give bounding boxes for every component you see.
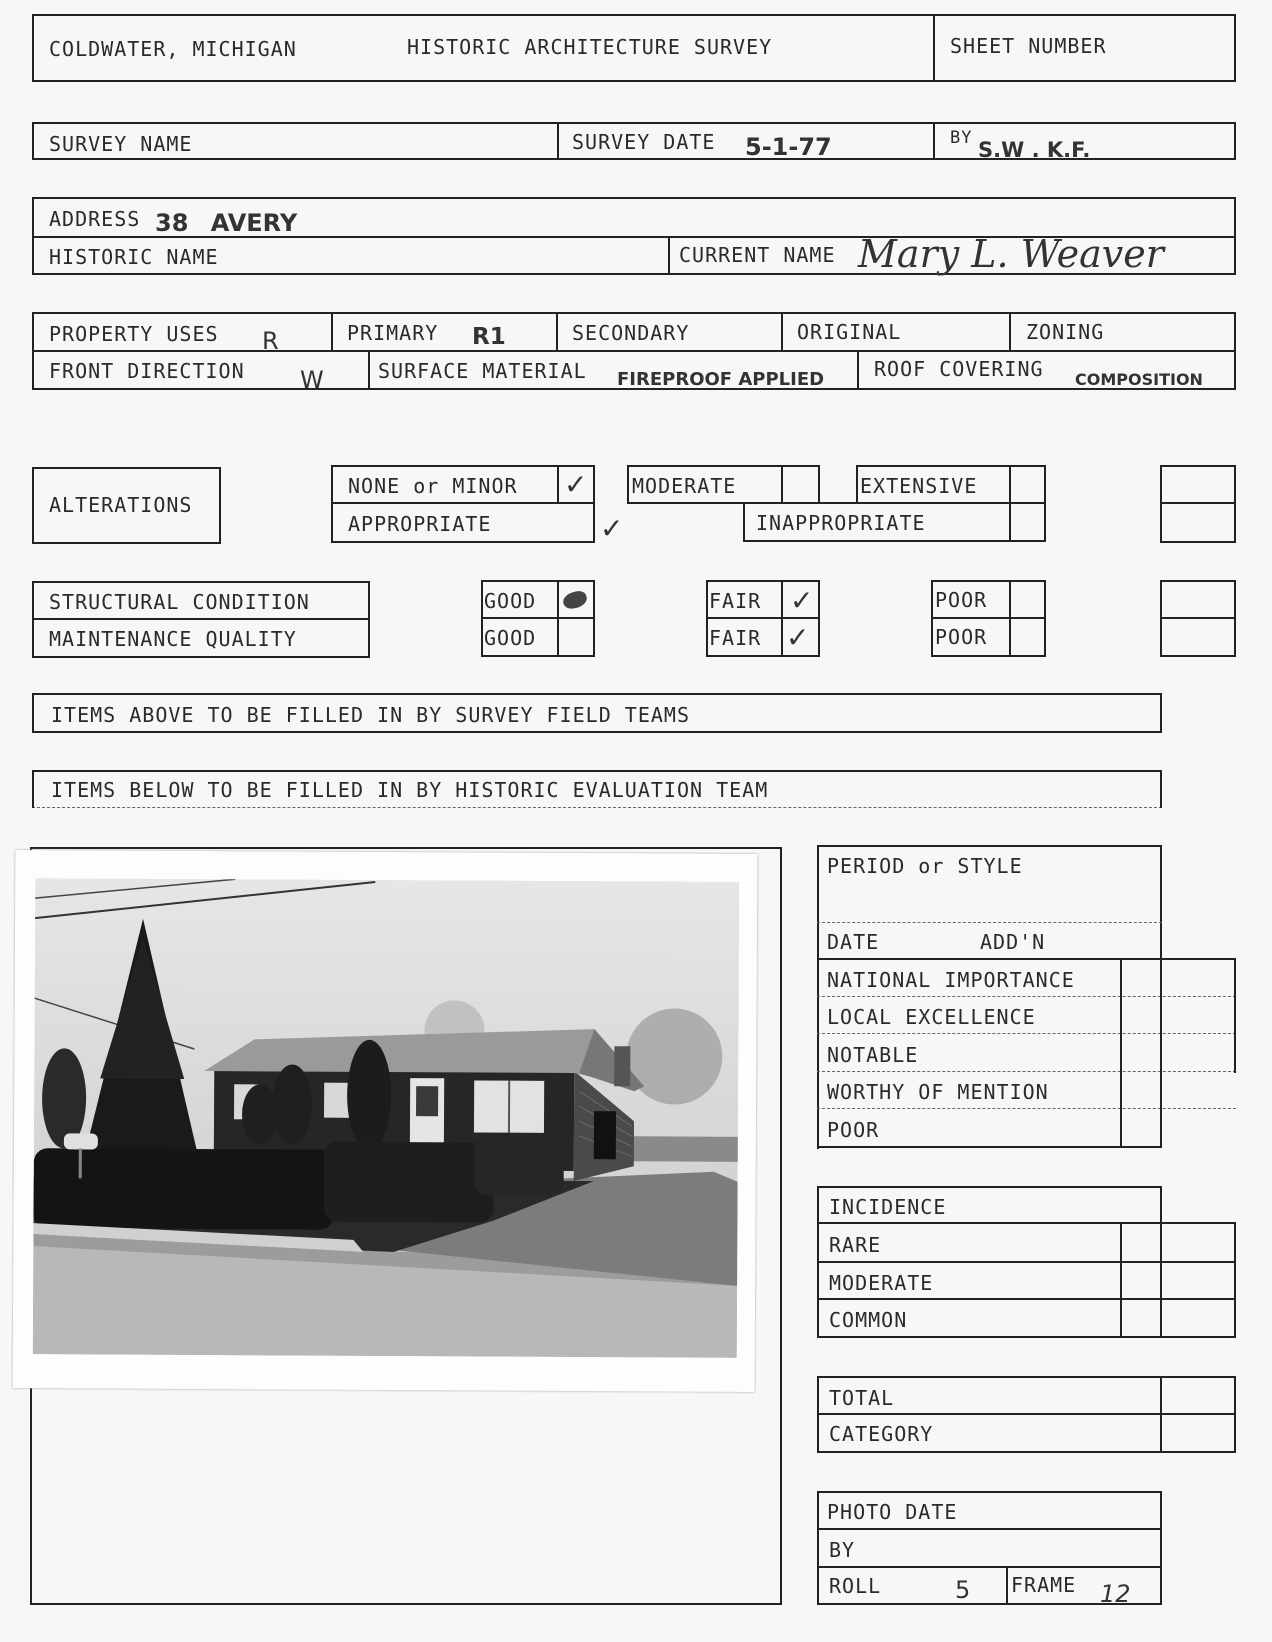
front-direction-label: FRONT DIRECTION bbox=[49, 359, 245, 383]
surface-divider bbox=[368, 350, 370, 390]
frame-label: FRAME bbox=[1011, 1573, 1077, 1597]
imp-row1-top bbox=[817, 958, 1236, 960]
property-uses-value[interactable]: R bbox=[262, 327, 279, 355]
alterations-score-mid bbox=[1160, 502, 1236, 504]
roof-covering-value[interactable]: COMPOSITION bbox=[1075, 370, 1203, 389]
note-below-text: ITEMS BELOW TO BE FILLED IN BY HISTORIC EVALUATION TEAM bbox=[51, 778, 769, 802]
note-above-top bbox=[32, 693, 1162, 695]
survey-by-value[interactable]: S.W . K.F. bbox=[978, 138, 1091, 162]
good-check-div bbox=[557, 580, 559, 657]
note-below-right bbox=[1160, 770, 1162, 808]
roll-label: ROLL bbox=[829, 1574, 882, 1598]
moderate-check-div bbox=[781, 465, 783, 503]
property-uses-label: PROPERTY USES bbox=[49, 322, 219, 346]
note-above-left bbox=[32, 693, 34, 733]
incidence-right bbox=[1234, 1222, 1236, 1338]
maintenance-fair-label: FAIR bbox=[709, 626, 762, 650]
fair-mid bbox=[706, 617, 820, 619]
total-score-div bbox=[1160, 1376, 1162, 1453]
current-name-divider bbox=[668, 236, 670, 275]
incidence-row3 bbox=[817, 1298, 1236, 1300]
note-above-right bbox=[1160, 693, 1162, 733]
moderate-right bbox=[818, 465, 820, 503]
roof-divider bbox=[857, 350, 859, 390]
good-mid bbox=[481, 617, 595, 619]
note-below-bottom bbox=[32, 807, 1162, 808]
inappropriate-check-div bbox=[1009, 502, 1011, 542]
common-label[interactable]: COMMON bbox=[829, 1308, 908, 1332]
none-minor-check[interactable]: ✓ bbox=[564, 468, 588, 501]
imp-row2-top bbox=[817, 996, 1236, 997]
note-below-top bbox=[32, 770, 1162, 772]
survey-date-label: SURVEY DATE bbox=[572, 130, 716, 154]
current-name-label: CURRENT NAME bbox=[679, 243, 836, 267]
photo-date-label[interactable]: PHOTO DATE bbox=[827, 1500, 958, 1524]
primary-label: PRIMARY bbox=[347, 321, 439, 345]
roof-covering-label: ROOF COVERING bbox=[874, 357, 1044, 381]
structural-poor-label: POOR bbox=[935, 588, 988, 612]
primary-value[interactable]: R1 bbox=[472, 324, 506, 350]
moderate-top bbox=[627, 465, 820, 467]
original-label[interactable]: ORIGINAL bbox=[797, 320, 902, 344]
frame-value[interactable]: 12 bbox=[1100, 1580, 1131, 1608]
survey-row-top bbox=[32, 122, 1236, 124]
incidence-row1 bbox=[817, 1222, 1236, 1224]
structural-fair-check[interactable]: ✓ bbox=[790, 584, 814, 617]
imp-row4-top bbox=[817, 1071, 1236, 1072]
none-minor-label: NONE or MINOR bbox=[348, 474, 518, 498]
imp-score-div2 bbox=[1160, 958, 1162, 1148]
survey-name-label[interactable]: SURVEY NAME bbox=[49, 132, 193, 156]
extensive-check-div bbox=[1009, 465, 1011, 503]
address-label: ADDRESS bbox=[49, 207, 141, 231]
city-label: COLDWATER, MICHIGAN bbox=[49, 37, 297, 61]
appropriate-check[interactable]: ✓ bbox=[600, 512, 624, 545]
note-above-text: ITEMS ABOVE TO BE FILLED IN BY SURVEY FIELD TEAMS bbox=[51, 703, 691, 727]
front-direction-value[interactable]: W bbox=[300, 366, 324, 394]
condition-label-mid bbox=[32, 618, 370, 620]
original-divider bbox=[781, 312, 783, 351]
photo-info-row1 bbox=[817, 1528, 1162, 1530]
secondary-divider bbox=[556, 312, 558, 351]
alterations-label: ALTERATIONS bbox=[49, 493, 193, 517]
moderate-incidence-label[interactable]: MODERATE bbox=[829, 1271, 934, 1295]
alterations-grid-mid bbox=[331, 502, 595, 504]
header-divider bbox=[933, 14, 935, 82]
incidence-label: INCIDENCE bbox=[829, 1195, 947, 1219]
imp-row3-top bbox=[817, 1033, 1236, 1034]
note-below-left bbox=[32, 770, 34, 808]
survey-row-div2 bbox=[933, 122, 935, 160]
zoning-label[interactable]: ZONING bbox=[1026, 320, 1105, 344]
fair-check-div bbox=[781, 580, 783, 657]
structural-fair-label: FAIR bbox=[709, 589, 762, 613]
inappropriate-label: INAPPROPRIATE bbox=[756, 511, 926, 535]
addn-label[interactable]: ADD'N bbox=[980, 930, 1046, 954]
period-style-label[interactable]: PERIOD or STYLE bbox=[827, 854, 1023, 878]
incidence-row2 bbox=[817, 1261, 1236, 1263]
poor-check-div bbox=[1009, 580, 1011, 657]
total-mid bbox=[817, 1413, 1236, 1415]
house-photo bbox=[13, 850, 758, 1392]
survey-row-div1 bbox=[557, 122, 559, 160]
secondary-label[interactable]: SECONDARY bbox=[572, 321, 690, 345]
incidence-score-div bbox=[1120, 1222, 1122, 1338]
poor-importance-label[interactable]: POOR bbox=[827, 1118, 880, 1142]
imp-bottom bbox=[817, 1146, 1162, 1148]
sheet-number-label[interactable]: SHEET NUMBER bbox=[950, 34, 1107, 58]
notable-label[interactable]: NOTABLE bbox=[827, 1043, 919, 1067]
category-label[interactable]: CATEGORY bbox=[829, 1422, 934, 1446]
poor-mid bbox=[931, 617, 1046, 619]
photo-info-row2 bbox=[817, 1566, 1162, 1568]
imp-right bbox=[1234, 958, 1236, 1073]
frame-divider bbox=[1006, 1566, 1008, 1605]
rare-label[interactable]: RARE bbox=[829, 1233, 882, 1257]
moderate-left bbox=[627, 465, 629, 503]
maintenance-good-label: GOOD bbox=[484, 626, 537, 650]
survey-by-label: BY bbox=[950, 128, 973, 148]
eval-top bbox=[817, 845, 1162, 847]
house-photo-image bbox=[33, 878, 739, 1358]
primary-divider bbox=[331, 312, 333, 351]
incidence-bottom-ext bbox=[1160, 1336, 1236, 1338]
eval-period-bottom bbox=[817, 922, 1162, 923]
form-title: HISTORIC ARCHITECTURE SURVEY bbox=[407, 35, 773, 59]
imp-row5-top bbox=[817, 1108, 1236, 1109]
eval-left bbox=[817, 845, 819, 1149]
address-value[interactable]: 38 AVERY bbox=[155, 209, 298, 237]
surface-material-label: SURFACE MATERIAL bbox=[378, 359, 587, 383]
property-row-divider bbox=[32, 350, 1236, 352]
extensive-label: EXTENSIVE bbox=[860, 474, 978, 498]
condition-score-mid bbox=[1160, 617, 1236, 619]
photo-by-label[interactable]: BY bbox=[829, 1538, 856, 1562]
structural-good-label: GOOD bbox=[484, 589, 537, 613]
roll-value[interactable]: 5 bbox=[955, 1576, 971, 1604]
zoning-divider bbox=[1009, 312, 1011, 351]
moderate-label: MODERATE bbox=[632, 474, 737, 498]
total-label[interactable]: TOTAL bbox=[829, 1386, 895, 1410]
imp-score-div bbox=[1120, 958, 1122, 1148]
survey-row-left bbox=[32, 122, 34, 160]
surface-material-value[interactable]: FIREPROOF APPLIED bbox=[617, 369, 825, 390]
survey-date-value[interactable]: 5-1-77 bbox=[745, 133, 832, 161]
none-minor-check-div bbox=[557, 465, 559, 503]
date-label[interactable]: DATE bbox=[827, 930, 880, 954]
maintenance-quality-label: MAINTENANCE QUALITY bbox=[49, 627, 297, 651]
alterations-score-box[interactable] bbox=[1160, 465, 1236, 543]
structural-condition-label: STRUCTURAL CONDITION bbox=[49, 590, 310, 614]
current-name-value[interactable]: Mary L. Weaver bbox=[858, 232, 1164, 276]
maintenance-fair-check[interactable]: ✓ bbox=[786, 621, 810, 654]
note-above-bottom bbox=[32, 731, 1162, 733]
eval-right bbox=[1160, 845, 1162, 960]
survey-row-right bbox=[1234, 122, 1236, 160]
worthy-of-mention-label[interactable]: WORTHY OF MENTION bbox=[827, 1080, 1049, 1104]
maintenance-poor-label: POOR bbox=[935, 625, 988, 649]
appropriate-label: APPROPRIATE bbox=[348, 512, 492, 536]
national-importance-label[interactable]: NATIONAL IMPORTANCE bbox=[827, 968, 1075, 992]
local-excellence-label[interactable]: LOCAL EXCELLENCE bbox=[827, 1005, 1036, 1029]
historic-name-label[interactable]: HISTORIC NAME bbox=[49, 245, 219, 269]
